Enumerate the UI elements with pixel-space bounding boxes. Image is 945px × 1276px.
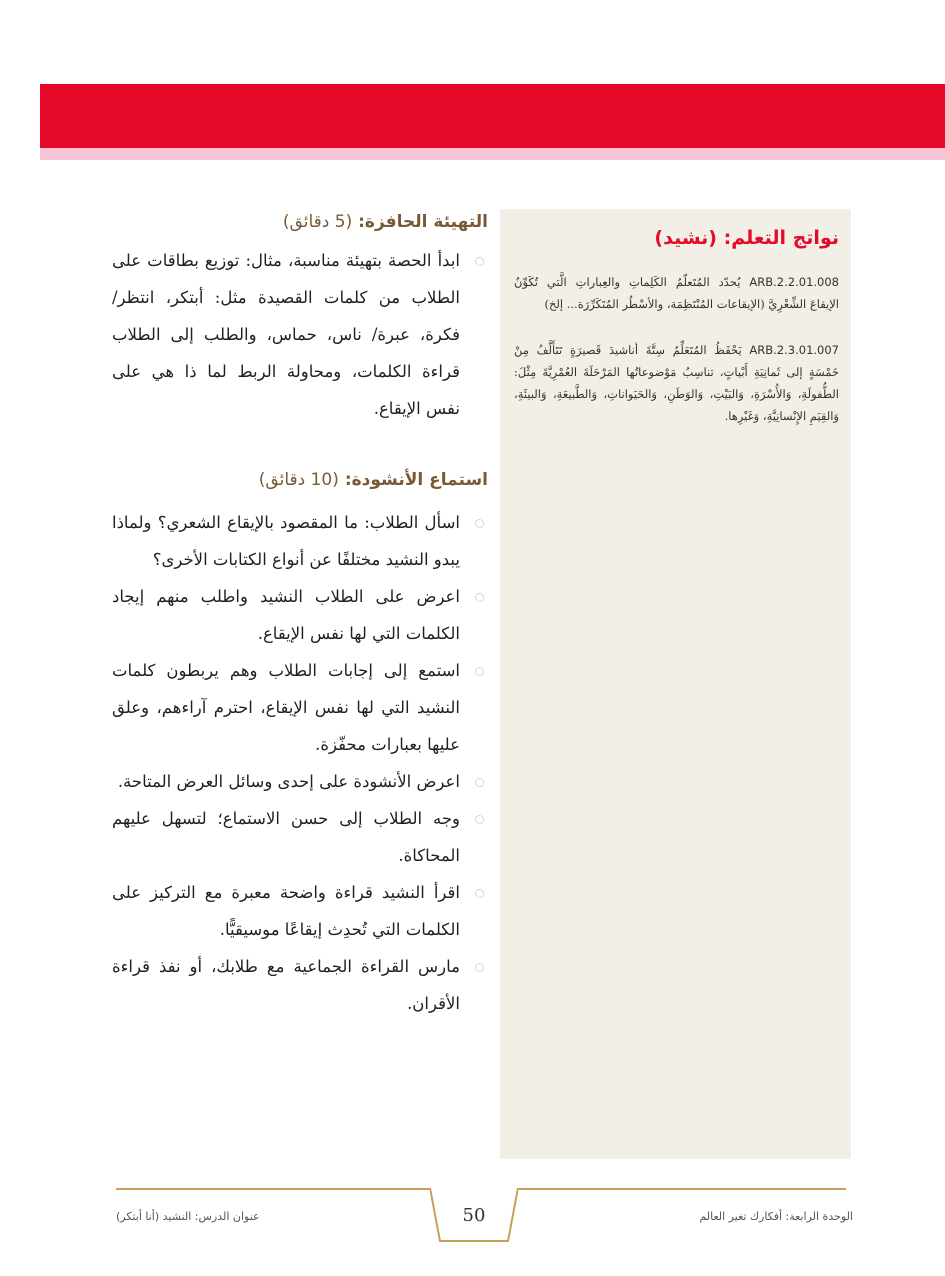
bullet-dot-icon xyxy=(475,257,484,266)
learning-outcomes-panel xyxy=(500,209,851,1159)
list-item: مارس القراءة الجماعية مع طلابك، أو نفذ قراءة الأقران. xyxy=(112,948,488,1022)
listening-duration: (10 دقائق) xyxy=(258,470,339,490)
header-red-band xyxy=(40,84,945,148)
bullet-dot-icon xyxy=(475,815,484,824)
outcome-text: يَحْفَظُ المُتَعَلِّمُ سِتَّةَ أناشيدَ قَصيرَةٍ تَتَأَلَّفُ مِنْ خَمْسَةٍ إلى ثَمانِيَةِ أَبْياتٍ، تناسِبُ مَوْضوعاتُها المَرْحَلَةَ العُمْرِيَّةَ مِثْلَ: الطُّفولَةِ، وَالأُسْرَةِ، وَالبَيْتِ، وَالوَطَنِ، وَالحَيَواناتِ، وَالطَّبيعَةِ، وَالبيئَةِ، وَالقِيَمِ الإِنْسانِيَّةِ، وَغَيْرِها. xyxy=(514,343,839,423)
outcome-code: ARB.2.3.01.007 xyxy=(749,343,839,357)
listening-title xyxy=(112,470,488,490)
warmup-title xyxy=(112,212,488,232)
bullet-dot-icon xyxy=(475,963,484,972)
bullet-dot-icon xyxy=(475,889,484,898)
list-item: اعرض على الطلاب النشيد واطلب منهم إيجاد الكلمات التي لها نفس الإيقاع. xyxy=(112,578,488,652)
bullet-dot-icon xyxy=(475,667,484,676)
bullet-dot-icon xyxy=(475,593,484,602)
listening-title-text: استماع الأنشودة: xyxy=(344,470,488,490)
list-item: استمع إلى إجابات الطلاب وهم يربطون كلمات النشيد التي لها نفس الإيقاع، احترم آراءهم، وعلق عليها بعبارات محفّزة. xyxy=(112,652,488,763)
outcome-text: يُحدّد المُتَعلّمُ الكَلِماتِ والعِباراتِ الَّتي تُكَوِّنُ الإيقاعَ الشِّعْرِيَّ (الإيقاعات المُنْتَظِمَة، والأسْطُر المُتَكَرِّرَة... إلخ) xyxy=(514,275,839,311)
header-pink-bottom-band xyxy=(40,148,945,160)
learning-outcome-1 xyxy=(514,271,839,315)
list-item: اقرأ النشيد قراءة واضحة معبرة مع التركيز على الكلمات التي تُحدِث إيقاعًا موسيقيًّا. xyxy=(112,874,488,948)
listening-list xyxy=(112,504,488,1022)
bullet-dot-icon xyxy=(475,778,484,787)
learning-outcomes-title: نواتج التعلم: (نشيد) xyxy=(654,227,839,249)
footer-unit-title: الوحدة الرابعة: أفكارك تغير العالم xyxy=(699,1210,853,1223)
warmup-duration: (5 دقائق) xyxy=(282,212,353,232)
footer-lesson-title: عنوان الدرس: النشيد (أنا أبتكر) xyxy=(116,1210,260,1223)
list-item: اعرض الأنشودة على إحدى وسائل العرض المتاحة. xyxy=(112,763,488,800)
warmup-list xyxy=(112,242,488,427)
page-number: 50 xyxy=(462,1205,486,1226)
list-item: اسأل الطلاب: ما المقصود بالإيقاع الشعري؟ ولماذا يبدو النشيد مختلفًا عن أنواع الكتابات الأخرى؟ xyxy=(112,504,488,578)
outcome-code: ARB.2.2.01.008 xyxy=(749,275,839,289)
learning-outcome-2 xyxy=(514,339,839,427)
warmup-section xyxy=(112,212,488,427)
bullet-dot-icon xyxy=(475,519,484,528)
listening-section xyxy=(112,470,488,1022)
warmup-title-text: التهيئة الحافزة: xyxy=(358,212,488,232)
list-item: ابدأ الحصة بتهيئة مناسبة، مثال: توزيع بطاقات على الطلاب من كلمات القصيدة مثل: أبتكر، انتظر/ فكرة، عبرة/ ناس، حماس، والطلب إلى الطلاب قراءة الكلمات، ومحاولة الربط لما ذا هي على نفس الإيقاع. xyxy=(112,242,488,427)
list-item: وجه الطلاب إلى حسن الاستماع؛ لتسهل عليهم المحاكاة. xyxy=(112,800,488,874)
